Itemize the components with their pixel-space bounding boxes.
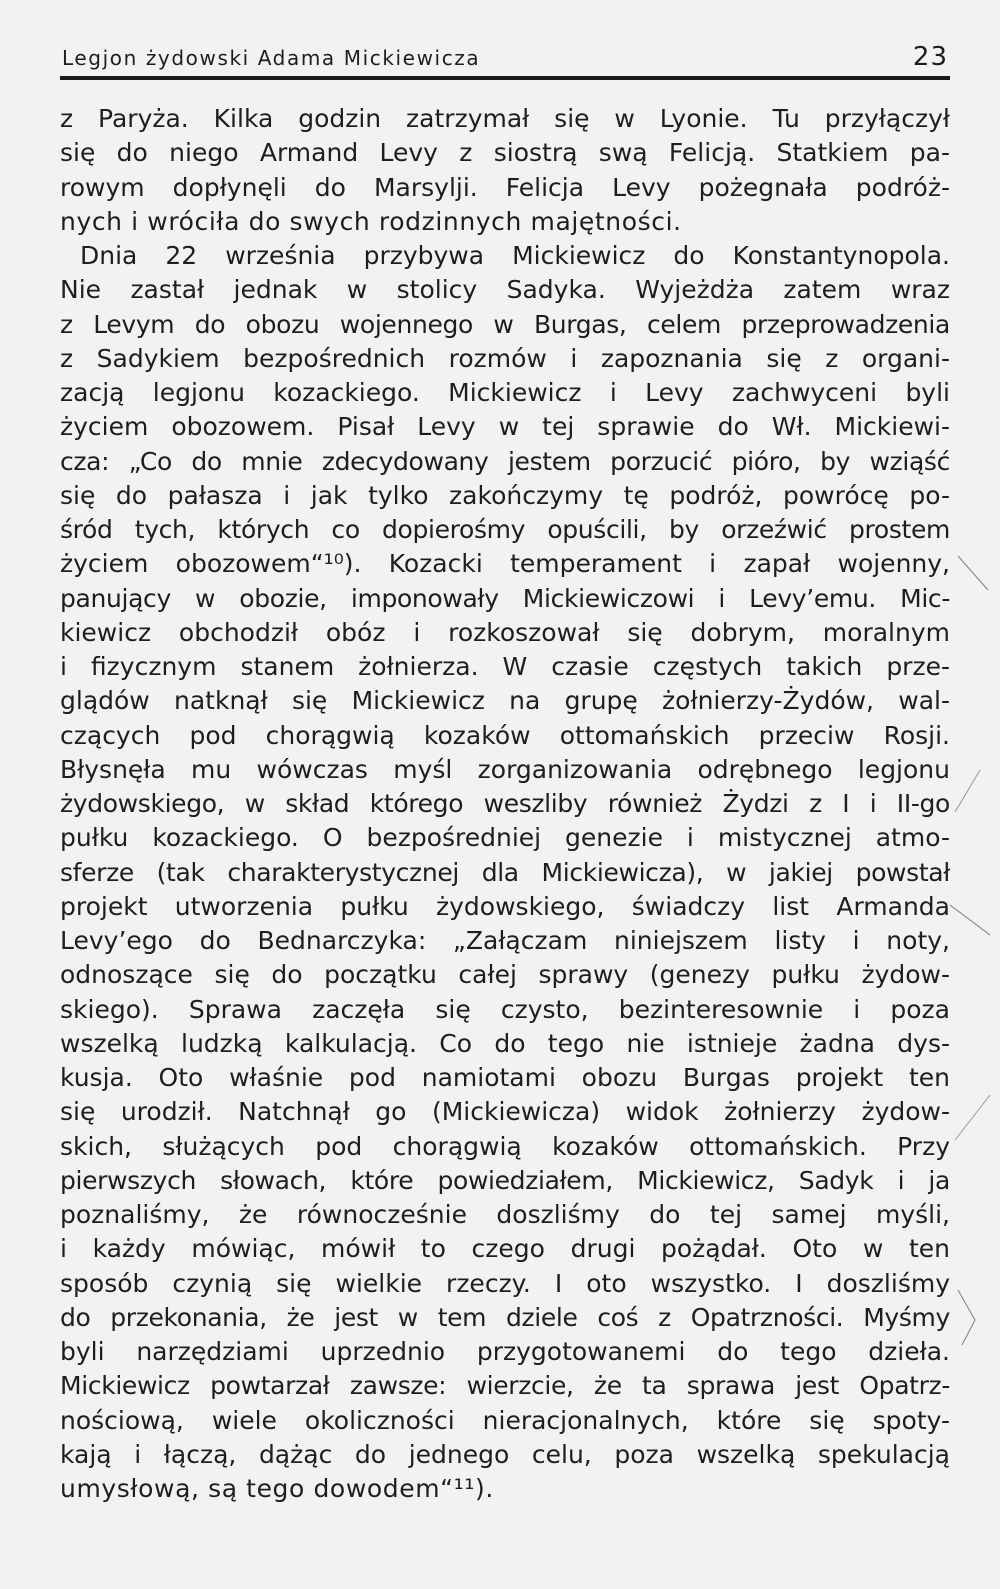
- text-line: zacją legjonu kozackiego. Mickiewicz i Levy zachwyceni byli: [60, 378, 950, 407]
- text-line: sposób czynią się wielkie rzeczy. I oto wszystko. I doszliśmy: [60, 1268, 950, 1298]
- text-line: odnoszące się do początku całej sprawy (genezy pułku żydow-: [60, 960, 950, 990]
- text-line: wszelką ludzką kalkulacją. Co do tego nie istnieje żadna dys-: [60, 1028, 950, 1058]
- text-line: życiem obozowem“¹⁰). Kozacki temperament i zapał wojenny,: [60, 549, 950, 579]
- margin-mark: [958, 1290, 975, 1345]
- text-line: nych i wróciła do swych rodzinnych majętności.: [60, 206, 682, 236]
- text-line: Błysnęła mu wówczas myśl zorganizowania odrębnego legjonu: [60, 754, 950, 784]
- text-line: kają i łączą, dążąc do jednego celu, poza wszelką spekulacją: [60, 1439, 950, 1469]
- text-line: sferze (tak charakterystycznej dla Mickiewicza), w jakiej powstał: [60, 857, 950, 887]
- text-line: rowym dopłynęli do Marsylji. Felicja Levy pożegnała podróż-: [60, 172, 950, 202]
- margin-mark: [955, 770, 980, 812]
- text-line: Dnia 22 września przybywa Mickiewicz do Konstantynopola.: [80, 241, 950, 270]
- text-line: kusja. Oto właśnie pod namiotami obozu Burgas projekt ten: [60, 1063, 950, 1092]
- text-line: poznaliśmy, że równocześnie doszliśmy do tej samej myśli,: [60, 1200, 950, 1229]
- text-line: Nie zastał jednak w stolicy Sadyka. Wyjeżdża zatem wraz: [60, 275, 950, 305]
- text-line: skich, służących pod chorągwią kozaków ottomańskich. Przy: [60, 1131, 950, 1161]
- text-line: kiewicz obchodził obóz i rozkoszował się dobrym, moralnym: [60, 617, 950, 647]
- text-line: z Levym do obozu wojennego w Burgas, celem przeprowadzenia: [60, 309, 950, 339]
- text-line: pułku kozackiego. O bezpośredniej genezie i mistycznej atmo-: [60, 823, 950, 853]
- running-title: Legjon żydowski Adama Mickiewicza: [62, 46, 481, 70]
- text-line: z Sadykiem bezpośrednich rozmów i zapoznania się z organi-: [60, 343, 950, 373]
- text-line: byli narzędziami uprzednio przygotowanemi do tego dzieła.: [60, 1337, 950, 1366]
- text-line: się do niego Armand Levy z siostrą swą Felicją. Statkiem pa-: [60, 138, 950, 168]
- text-line: żydowskiego, w skład którego weszliby również Żydzi z I i II-go: [60, 789, 950, 818]
- margin-mark: [955, 1095, 990, 1140]
- text-line: projekt utworzenia pułku żydowskiego, świadczy list Armanda: [60, 891, 950, 921]
- text-line: panujący w obozie, imponowały Mickiewiczowi i Levy’emu. Mic-: [60, 583, 950, 613]
- margin-mark: [958, 556, 988, 590]
- text-line: się do pałasza i jak tylko zakończymy tę podróż, powrócę po-: [60, 480, 950, 510]
- text-line: i każdy mówiąc, mówił to czego drugi pożądał. Oto w ten: [60, 1234, 950, 1264]
- text-line: glądów natknął się Mickiewicz na grupę żołnierzy-Żydów, wal-: [60, 686, 950, 716]
- text-line: i fizycznym stanem żołnierza. W czasie częstych takich prze-: [60, 652, 950, 681]
- page-number: 23: [912, 42, 948, 72]
- text-line: się urodził. Natchnął go (Mickiewicza) widok żołnierzy żydow-: [60, 1097, 950, 1127]
- body-text: [60, 102, 950, 1506]
- text-line: Mickiewicz powtarzał zawsze: wierzcie, że ta sprawa jest Opatrz-: [60, 1371, 950, 1401]
- text-line: nościową, wiele okoliczności nieracjonalnych, które się spoty-: [60, 1405, 950, 1435]
- text-line: do przekonania, że jest w tem dziele coś z Opatrzności. Myśmy: [60, 1302, 950, 1332]
- text-line: pierwszych słowach, które powiedziałem, Mickiewicz, Sadyk i ja: [60, 1165, 950, 1195]
- text-line: cza: „Co do mnie zdecydowany jestem porzucić pióro, by wziąść: [60, 446, 950, 476]
- text-line: z Paryża. Kilka godzin zatrzymał się w Lyonie. Tu przyłączył: [60, 104, 950, 133]
- text-line: śród tych, których co dopierośmy opuścili, by orzeźwić prostem: [60, 515, 950, 544]
- text-line: życiem obozowem. Pisał Levy w tej sprawie do Wł. Mickiewi-: [60, 412, 950, 442]
- text-line: czących pod chorągwią kozaków ottomańskich przeciw Rosji.: [60, 720, 950, 750]
- text-line: umysłową, są tego dowodem“¹¹).: [60, 1474, 494, 1503]
- margin-mark: [950, 905, 990, 935]
- text-line: Levy’ego do Bednarczyka: „Załączam niniejszem listy i noty,: [60, 926, 950, 955]
- text-line: skiego). Sprawa zaczęła się czysto, bezinteresownie i poza: [60, 994, 950, 1024]
